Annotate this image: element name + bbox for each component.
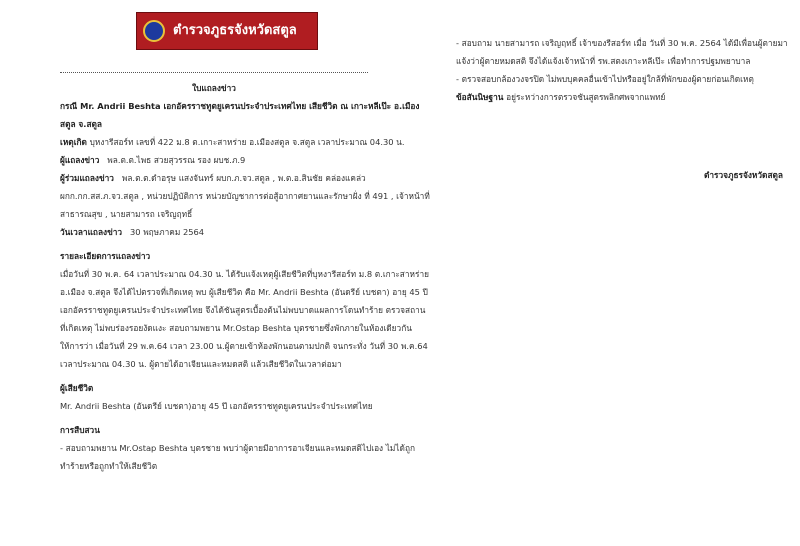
signature-agency: ตำรวจภูธรจังหวัดสตูล bbox=[704, 170, 783, 180]
investigation-item-1: - สอบถามพยาน Mr.Ostap Beshta บุตรชาย พบว่าผู้ตายมีอาการอาเจียนและหมดสติไปเอง ไม่ได้ถูกทำร้ายหรือถูกทำให้เสียชีวิต bbox=[60, 443, 415, 471]
incident-row bbox=[60, 133, 430, 151]
joint-speakers-value: พล.ต.ต.ดำอรุษ แสงจันทร์ ผบก.ภ.จว.สตูล , พ.ต.อ.สินชัย คล่องแคล่ว ผกก.กก.สส.ภ.จว.สตูล , หน่วยปฏิบัติการ หน่วยบัญชาการต่อสู้อากาศยานและรักษาฝั่ง ที่ 491 , เจ้าหน้าที่สาธารณสุข , นายสามารถ เจริญฤทธิ์ bbox=[60, 173, 430, 219]
joint-speakers-label: ผู้ร่วมแถลงข่าว bbox=[60, 173, 114, 183]
conclusion-row bbox=[456, 88, 796, 106]
details-heading: รายละเอียดการแถลงข่าว bbox=[60, 251, 151, 261]
dotted-divider bbox=[60, 72, 368, 73]
deceased-value: Mr. Andrii Beshta (อันดรีย์ เบชตา)อายุ 45 ปี เอกอัครราชทูตยูเครนประจำประเทศไทย bbox=[60, 401, 373, 411]
banner-text: ตำรวจภูธรจังหวัดสตูล bbox=[173, 23, 297, 38]
agency-banner bbox=[136, 12, 318, 50]
date-value: 30 พฤษภาคม 2564 bbox=[130, 227, 205, 237]
incident-label: เหตุเกิด bbox=[60, 137, 87, 147]
date-label: วันเวลาแถลงข่าว bbox=[60, 227, 123, 237]
speaker-value: พล.ต.ต.ไพธ สวยสุวรรณ รอง ผบช.ภ.9 bbox=[107, 155, 246, 165]
speaker-row bbox=[60, 151, 430, 169]
investigation-item-3: - ตรวจสอบกล้องวงจรปิด ไม่พบบุคคลอื่นเข้าไปหรืออยู่ใกล้ที่พักของผู้ตายก่อนเกิดเหตุ bbox=[456, 74, 754, 84]
date-row bbox=[60, 223, 430, 241]
incident-value: บุหงารีสอร์ท เลขที่ 422 ม.8 ต.เกาะสาหร่าย อ.เมืองสตูล จ.สตูล เวลาประมาณ 04.30 น. bbox=[89, 137, 405, 147]
document-title: ใบแถลงข่าว bbox=[192, 83, 236, 93]
investigation-item-2: - สอบถาม นายสามารถ เจริญฤทธิ์ เจ้าของรีสอร์ท เมื่อ วันที่ 30 พ.ค. 2564 ได้มีเพื่อนผู้ตายมาแจ้งว่าผู้ตายหมดสติ จึงได้แจ้งเจ้าหน้าที่ รพ.สตงเกาะหลีเป๊ะ เพื่อทำการปฐมพยาบาล bbox=[456, 38, 788, 66]
speaker-label: ผู้แถลงข่าว bbox=[60, 155, 100, 165]
right-column bbox=[456, 34, 796, 106]
left-column bbox=[60, 12, 430, 475]
investigation-heading: การสืบสวน bbox=[60, 425, 100, 435]
deceased-heading: ผู้เสียชีวิต bbox=[60, 383, 94, 393]
conclusion-label: ข้อสันนิษฐาน bbox=[456, 92, 504, 102]
joint-speakers-row bbox=[60, 169, 430, 223]
conclusion-value: อยู่ระหว่างการตรวจชันสูตรพลิกศพจากแพทย์ bbox=[506, 92, 666, 102]
police-emblem-icon bbox=[143, 20, 165, 42]
case-title: กรณี Mr. Andrii Beshta เอกอัครราชทูตยูเครนประจำประเทศไทย เสียชีวิต ณ เกาะหลีเป๊ะ อ.เมือง สตูล จ.สตูล bbox=[60, 101, 420, 129]
details-body: เมื่อวันที่ 30 พ.ค. 64 เวลาประมาณ 04.30 น. ได้รับแจ้งเหตุผู้เสียชีวิตที่บุหงารีสอร์ท ม.8 ต.เกาะสาหร่าย อ.เมือง จ.สตูล จึงได้ไปตรวจที่เกิดเหตุ พบ ผู้เสียชีวิต คือ Mr. Andrii Beshta (อันดรีย์ เบชตา) อายุ 45 ปี เอกอัครราชทูตยูเครนประจำประเทศไทย จึงได้ชันสูตรเบื้องต้นไม่พบบาดแผลการโดนทำร้าย ตรวจสถานที่เกิดเหตุ ไม่พบร่องรอยงัดแงะ สอบถามพยาน Mr.Ostap Beshta บุตรชายซึ่งพักภายในห้องเดียวกันให้การว่า เมื่อวันที่ 29 พ.ค.64 เวลา 23.00 น.ผู้ตายเข้าห้องพักนอนตามปกติ จนกระทั่ง วันที่ 30 พ.ค.64 เวลาประมาณ 04.30 น. ผู้ตายได้อาเจียนและหมดสติ แล้วเสียชีวิตในเวลาต่อมา bbox=[60, 269, 429, 369]
